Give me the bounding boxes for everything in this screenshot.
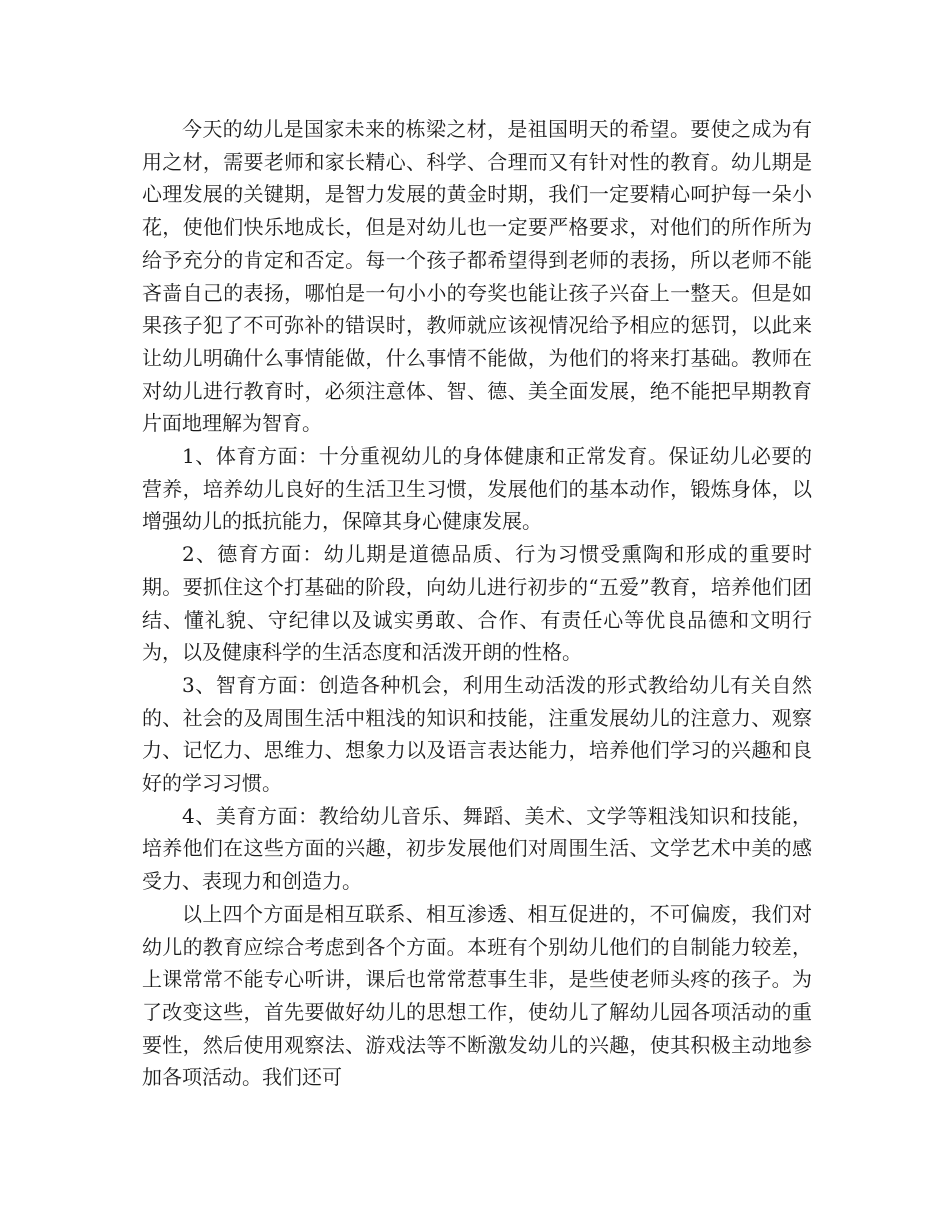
physical-education-paragraph: 1、体育方面：十分重视幼儿的身体健康和正常发育。保证幼儿必要的营养，培养幼儿良好的生活卫生习惯，发展他们的基本动作，锻炼身体，以增强幼儿的抵抗能力，保障其身心健康发展。	[142, 444, 812, 534]
intro-paragraph: 今天的幼儿是国家未来的栋梁之材，是祖国明天的希望。要使之成为有用之材，需要老师和家长精心、科学、合理而又有针对性的教育。幼儿期是心理发展的关键期，是智力发展的黄金时期，我们一定要精心呵护每一朵小花，使他们快乐地成长，但是对幼儿也一定要严格要求，对他们的所作所为给予充分的肯定和否定。每一个孩子都希望得到老师的表扬，所以老师不能吝啬自己的表扬，哪怕是一句小小的夸奖也能让孩子兴奋上一整天。但是如果孩子犯了不可弥补的错误时，教师就应该视情况给予相应的惩罚，以此来让幼儿明确什么事情能做，什么事情不能做，为他们的将来打基础。教师在对幼儿进行教育时，必须注意体、智、德、美全面发展，绝不能把早期教育片面地理解为智育。	[142, 117, 812, 436]
intellectual-education-paragraph: 3、智育方面：创造各种机会，利用生动活泼的形式教给幼儿有关自然的、社会的及周围生活中粗浅的知识和技能，注重发展幼儿的注意力、观察力、记忆力、思维力、想象力以及语言表达能力，培养他们学习的兴趣和良好的学习习惯。	[142, 672, 812, 796]
aesthetic-education-paragraph: 4、美育方面：教给幼儿音乐、舞蹈、美术、文学等粗浅知识和技能，培养他们在这些方面的兴趣，初步发展他们对周围生活、文学艺术中美的感受力、表现力和创造力。	[142, 803, 812, 894]
summary-paragraph: 以上四个方面是相互联系、相互渗透、相互促进的，不可偏废，我们对幼儿的教育应综合考虑到各个方面。本班有个别幼儿他们的自制能力较差，上课常常不能专心听讲，课后也常常惹事生非，是些使老师头疼的孩子。为了改变这些，首先要做好幼儿的思想工作，使幼儿了解幼儿园各项活动的重要性，然后使用观察法、游戏法等不断激发幼儿的兴趣，使其积极主动地参加各项活动。我们还可	[142, 901, 812, 1090]
document-body	[142, 113, 812, 1094]
moral-education-paragraph: 2、德育方面：幼儿期是道德品质、行为习惯受熏陶和形成的重要时期。要抓住这个打基础的阶段，向幼儿进行初步的“五爱”教育，培养他们团结、懂礼貌、守纪律以及诚实勇敢、合作、有责任心等优良品德和文明行为，以及健康科学的生活态度和活泼开朗的性格。	[142, 542, 812, 665]
